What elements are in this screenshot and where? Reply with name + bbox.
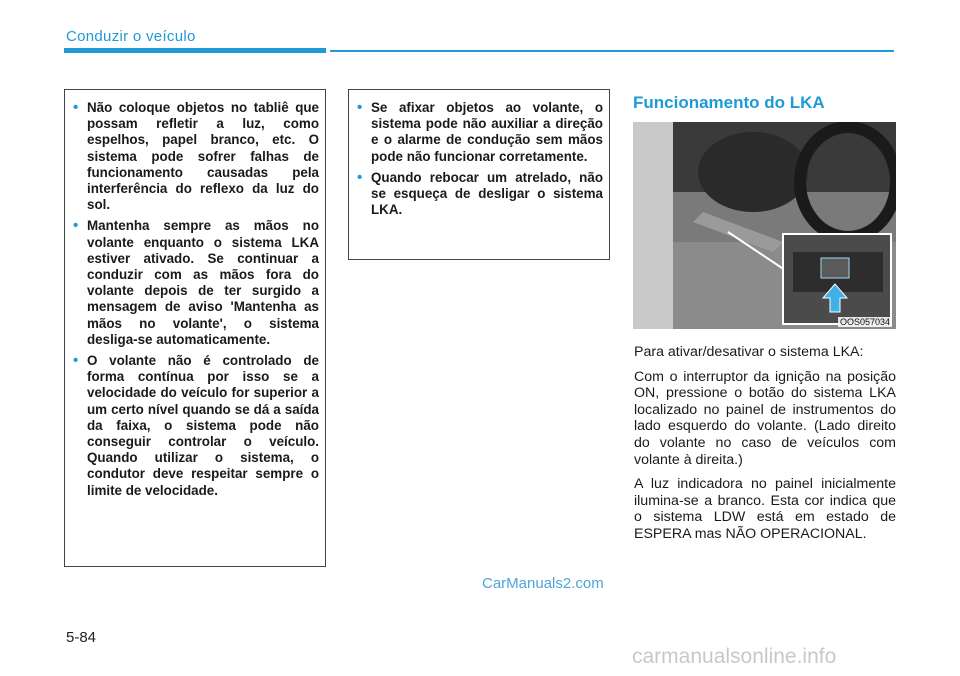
dashboard-illustration [633,122,896,329]
bullet-icon: • [357,168,363,186]
bullet-icon: • [73,217,79,235]
lka-instructions [634,344,896,551]
warning-box-middle [348,89,610,260]
paragraph: Com o interruptor da ignição na posição ON, pressione o botão do sistema LKA localizado no painel de instrumentos do lado esquerdo do volante. (Lado direito do volante no caso de veículos com volante à direita.) [634,368,896,468]
bullet-icon: • [73,352,79,370]
warning-box-left [64,89,326,567]
lka-button-figure [633,122,896,329]
list-item: • Se afixar objetos ao volante, o sistema pode não auxiliar a direção e o alarme de condução sem mãos pode não funcionar corretamente. [357,99,603,164]
bullet-icon: • [73,99,79,116]
paragraph: Para ativar/desativar o sistema LKA: [634,344,864,360]
watermark-link[interactable]: CarManuals2.com [482,575,604,592]
footer-watermark: carmanualsonline.info [632,645,837,668]
header-rule [330,50,894,52]
page-number: 5-84 [66,629,97,646]
lka-section-title: Funcionamento do LKA [633,93,825,112]
paragraph: A luz indicadora no painel inicialmente ilumina-se a branco. Esta cor indica que o sistema LDW está em estado de ESPERA mas NÃO OPERACIONAL. [634,476,896,542]
list-item: • Quando rebocar um atrelado, não se esqueça de desligar o sistema LKA. [357,168,603,218]
section-header-title: Conduzir o veículo [66,28,196,45]
figure-caption: OOS057034 [839,317,890,327]
list-item: • Não coloque objetos no tabliê que possam refletir a luz, como espelhos, papel branco, etc. O sistema pode sofrer falhas de funcionamento causadas pela interferência do reflexo da luz do sol. [73,99,319,213]
header-accent-bar [64,48,326,53]
list-item: • O volante não é controlado de forma contínua por isso se a velocidade do veículo for superior a um certo nível quando se dá a saída da faixa, o sistema pode não conseguir controlar o veículo. Quando utilizar o sistema, o condutor deve respeitar sempre o limite de velocidade. [73,352,319,498]
bullet-icon: • [357,99,363,116]
list-item: • Mantenha sempre as mãos no volante enquanto o sistema LKA estiver ativado. Se continuar a conduzir com as mãos fora do volante depois de ter surgido a mensagem de aviso 'Mantenha as mãos no volante', o sistema desliga-se automaticamente. [73,217,319,347]
